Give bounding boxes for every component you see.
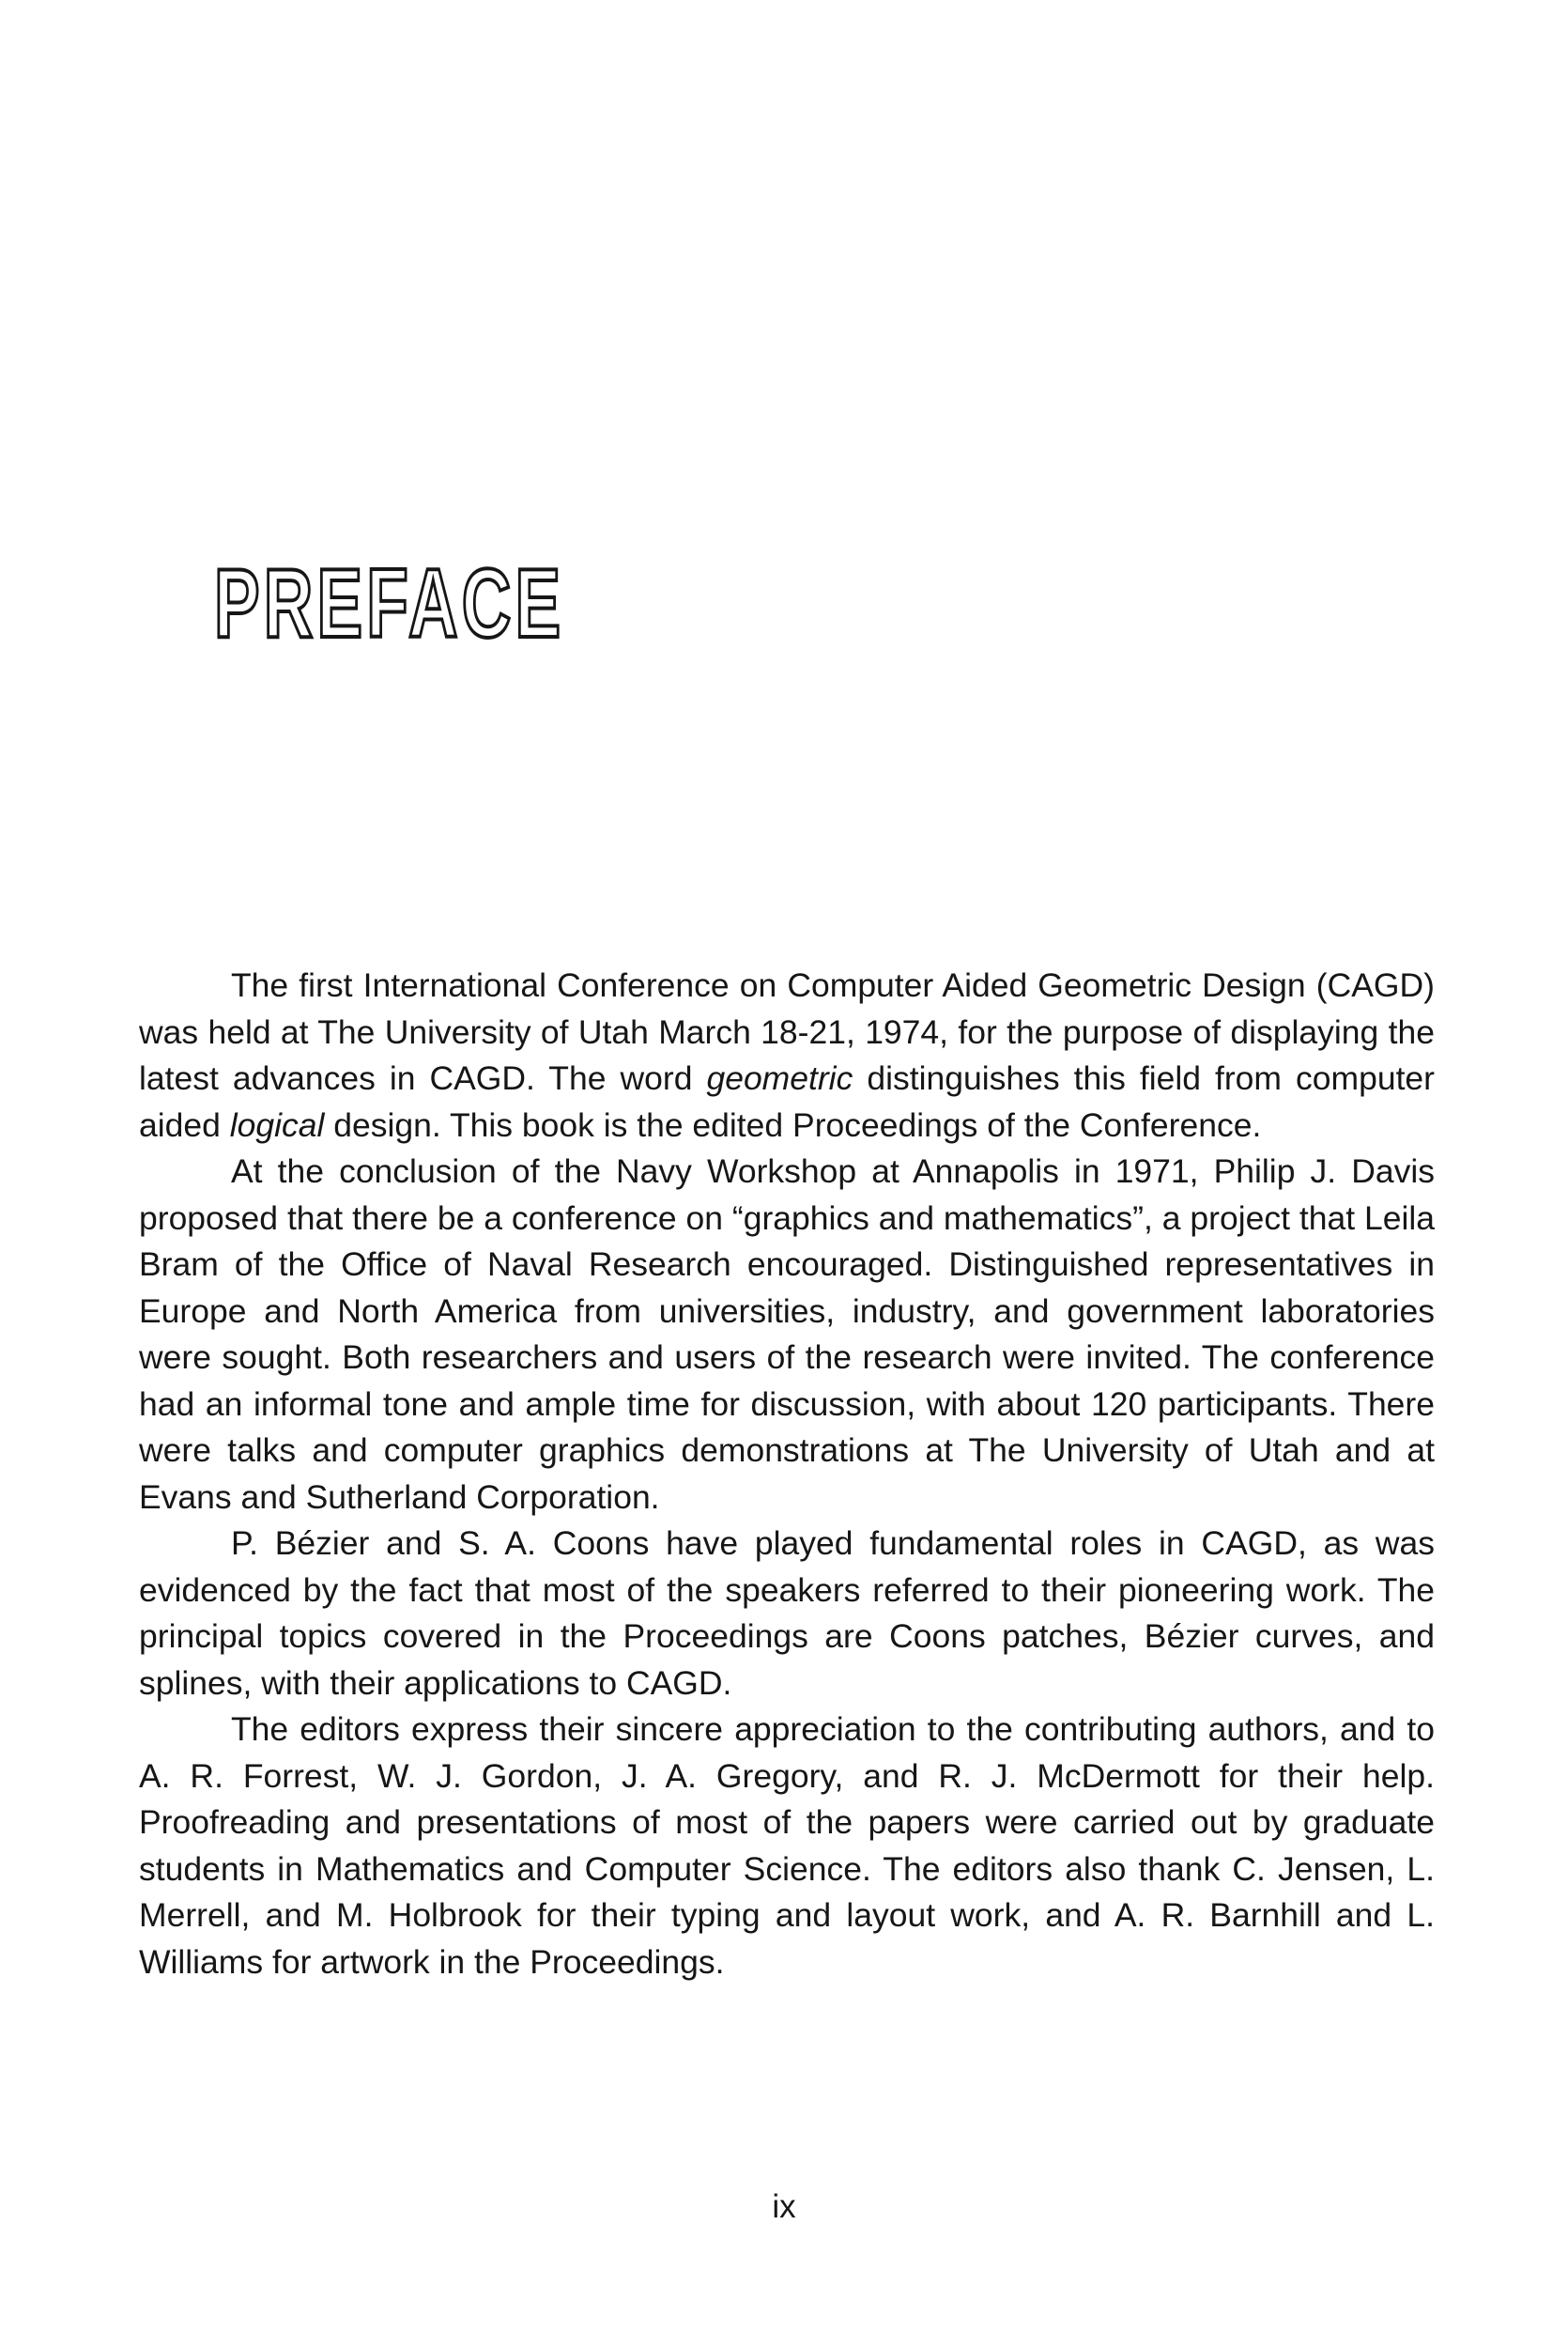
emphasis-logical: logical bbox=[229, 1105, 325, 1144]
paragraph-text: The first International Conference on Computer Aided Geometric Design (CAGD) was held at The University of Utah March 18-21, 1974, for the purpose of displaying the latest advances in CAGD. The word bbox=[139, 966, 1435, 1097]
page-title: PREFACE bbox=[214, 549, 565, 658]
paragraph-text: distinguishes this field from computer aided bbox=[139, 1059, 1435, 1144]
emphasis-geometric: geometric bbox=[706, 1059, 853, 1097]
paragraph-4: The editors express their sincere appreciation to the contributing authors, and to A. R. Forrest, W. J. Gordon, J. A. Gregory, and R. J. McDermott for their help. Proofreading and presentations of most of the papers were carried out by graduate students in Mathematics and Computer Science. The editors also thank C. Jensen, L. Merrell, and M. Holbrook for their typing and layout work, and A. R. Barnhill and L. Williams for artwork in the Proceedings. bbox=[139, 1710, 1435, 1981]
paragraph-2: At the conclusion of the Navy Workshop at Annapolis in 1971, Philip J. Davis proposed that there be a conference on “graphics and mathematics”, a project that Leila Bram of the Office of Naval Research encouraged. Distinguished representatives in Europe and North America from universities, industry, and government laboratories were sought. Both researchers and users of the research were invited. The conference had an informal tone and ample time for discussion, with about 120 participants. There were talks and computer graphics demonstrations at The University of Utah and at Evans and Sutherland Corporation. bbox=[139, 1152, 1435, 1516]
paragraph-1 bbox=[139, 963, 1435, 1149]
preface-body bbox=[139, 963, 1435, 1985]
paragraph-text: design. This book is the edited Proceedings of the Conference. bbox=[324, 1105, 1262, 1144]
paragraph-3: P. Bézier and S. A. Coons have played fundamental roles in CAGD, as was evidenced by the fact that most of the speakers referred to their pioneering work. The principal topics covered in the Proceedings are Coons patches, Bézier curves, and splines, with their applications to CAGD. bbox=[139, 1524, 1435, 1702]
page-number: ix bbox=[772, 2188, 796, 2225]
